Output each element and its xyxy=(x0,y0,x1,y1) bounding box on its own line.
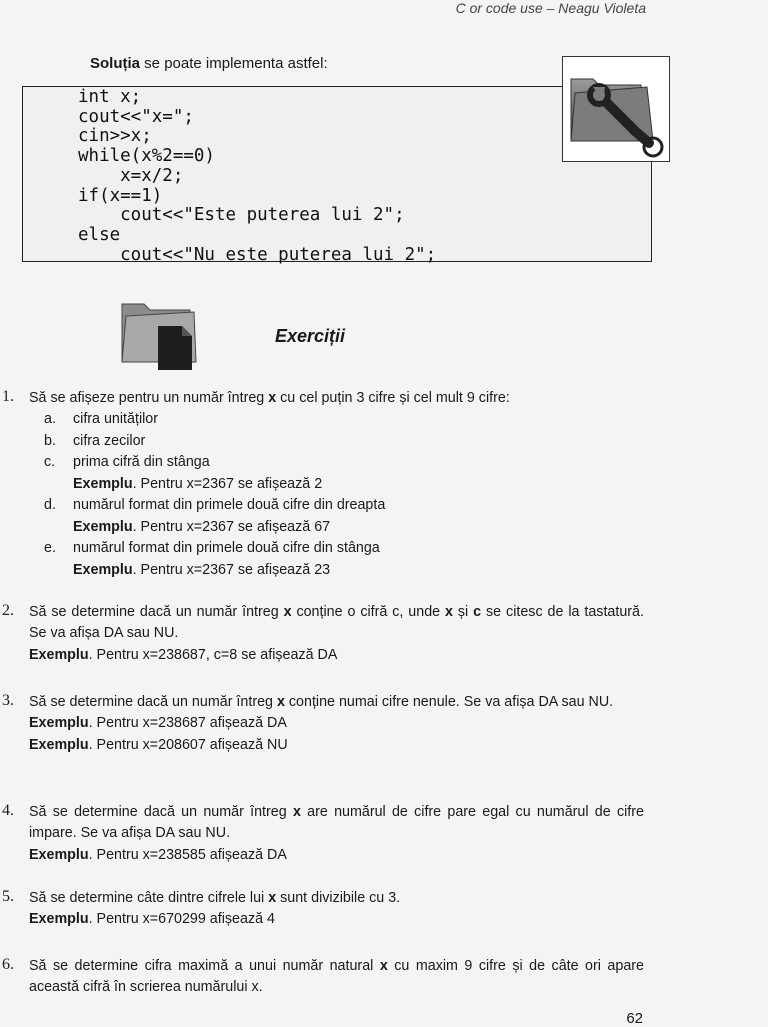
example-text: . Pentru x=2367 se afișează 23 xyxy=(132,561,331,578)
subitem-text: numărul format din primele două cifre din dreapta xyxy=(73,497,386,514)
example-text: . Pentru x=208607 afișează NU xyxy=(88,736,288,753)
solution-label: Soluția xyxy=(90,55,141,72)
example-line xyxy=(29,909,644,930)
exercise-text: Să se determine dacă un număr întreg x are numărul de cifre pare egal cu numărul de cifre impare. Se va afișa DA sau NU. Exemplu. Pentru x=238585 afișează DA xyxy=(29,802,644,866)
section-title: Exerciții xyxy=(275,326,346,346)
exercise-text: Să se determine cifra maximă a unui număr natural x cu maxim 9 cifre și de câte ori apare această cifră în scrierea numărului x. xyxy=(29,958,644,996)
code-block xyxy=(78,88,436,265)
example-label: Exemplu xyxy=(29,846,89,863)
example-text: . Pentru x=670299 afișează 4 xyxy=(88,911,275,928)
subitem-text: numărul format din primele două cifre din stânga xyxy=(73,539,380,556)
list-item xyxy=(44,409,385,431)
code-line: cin>>x; xyxy=(78,126,152,147)
list-item xyxy=(44,452,385,495)
exercise-text: Să se afișeze pentru un număr întreg x cu cel puțin 3 cifre și cel mult 9 cifre: xyxy=(29,390,510,406)
solution-intro xyxy=(90,55,328,72)
example-label: Exemplu xyxy=(73,475,133,492)
example-label: Exemplu xyxy=(29,646,89,663)
subitem-text: cifra unităților xyxy=(73,411,159,427)
folder-wrench-icon xyxy=(562,56,670,162)
subitem-letter: a. xyxy=(44,411,56,427)
example-line xyxy=(29,645,644,666)
solution-intro-text: se poate implementa astfel: xyxy=(140,55,328,72)
example-line xyxy=(73,517,385,538)
list-item xyxy=(44,495,385,538)
example-line xyxy=(29,735,644,756)
running-header: C or code use – Neagu Violeta xyxy=(455,0,646,16)
code-line: int x; xyxy=(78,87,142,107)
exercise-number: 1. xyxy=(2,388,14,405)
subitem-text: cifra zecilor xyxy=(73,432,146,449)
example-label: Exemplu xyxy=(29,911,89,928)
subitem-list xyxy=(44,409,385,581)
page-number: 62 xyxy=(626,1010,643,1027)
subitem-letter: d. xyxy=(44,497,56,514)
list-item xyxy=(44,431,385,453)
code-line: cout<<"Este puterea lui 2"; xyxy=(78,205,405,226)
subitem-letter: b. xyxy=(44,432,56,449)
example-text: . Pentru x=238687, c=8 se afișează DA xyxy=(88,646,338,663)
code-line: else xyxy=(78,224,121,245)
exercise-number: 4. xyxy=(2,802,14,819)
example-label: Exemplu xyxy=(29,715,89,732)
exercise-number: 3. xyxy=(2,692,14,709)
exercise-number: 5. xyxy=(2,888,14,905)
subitem-letter: c. xyxy=(44,454,56,471)
example-text: . Pentru x=238687 afișează DA xyxy=(88,715,287,732)
example-text: . Pentru x=238585 afișează DA xyxy=(88,846,287,863)
example-label: Exemplu xyxy=(73,518,133,535)
code-line: x=x/2; xyxy=(78,165,184,186)
example-line xyxy=(73,474,385,495)
example-label: Exemplu xyxy=(29,736,89,753)
code-line: while(x%2==0) xyxy=(78,146,215,167)
subitem-letter: e. xyxy=(44,539,56,556)
example-line xyxy=(29,845,644,866)
example-text: . Pentru x=2367 se afișează 2 xyxy=(132,475,323,492)
code-line: if(x==1) xyxy=(78,185,163,206)
exercise-number: 6. xyxy=(2,956,14,973)
subitem-text: prima cifră din stânga xyxy=(73,454,210,471)
code-line: cout<<"Nu este puterea lui 2"; xyxy=(78,244,437,265)
exercise-text: Să se determine dacă un număr întreg x conține o cifră c, unde x și c se citesc de la tastatură. Se va afișa DA sau NU. Exemplu. Pentru x=238687, c=8 se afișează DA xyxy=(29,602,644,666)
example-label: Exemplu xyxy=(73,561,133,578)
exercise-text: Să se determine dacă un număr întreg x conține numai cifre nenule. Se va afișa DA sau NU. Exemplu. Pentru x=238687 afișează DA Exemplu. Pentru x=208607 afișează NU xyxy=(29,692,644,756)
exercise-number: 2. xyxy=(2,602,14,619)
folder-document-icon xyxy=(118,290,198,370)
list-item xyxy=(44,538,385,581)
code-listing xyxy=(22,86,652,265)
example-line xyxy=(29,713,644,734)
exercise-text: Să se determine câte dintre cifrele lui x sunt divizibile cu 3. Exemplu. Pentru x=670299 afișează 4 xyxy=(29,888,644,931)
example-line xyxy=(73,560,385,581)
code-line: cout<<"x="; xyxy=(78,106,194,127)
example-text: . Pentru x=2367 se afișează 67 xyxy=(132,518,331,535)
